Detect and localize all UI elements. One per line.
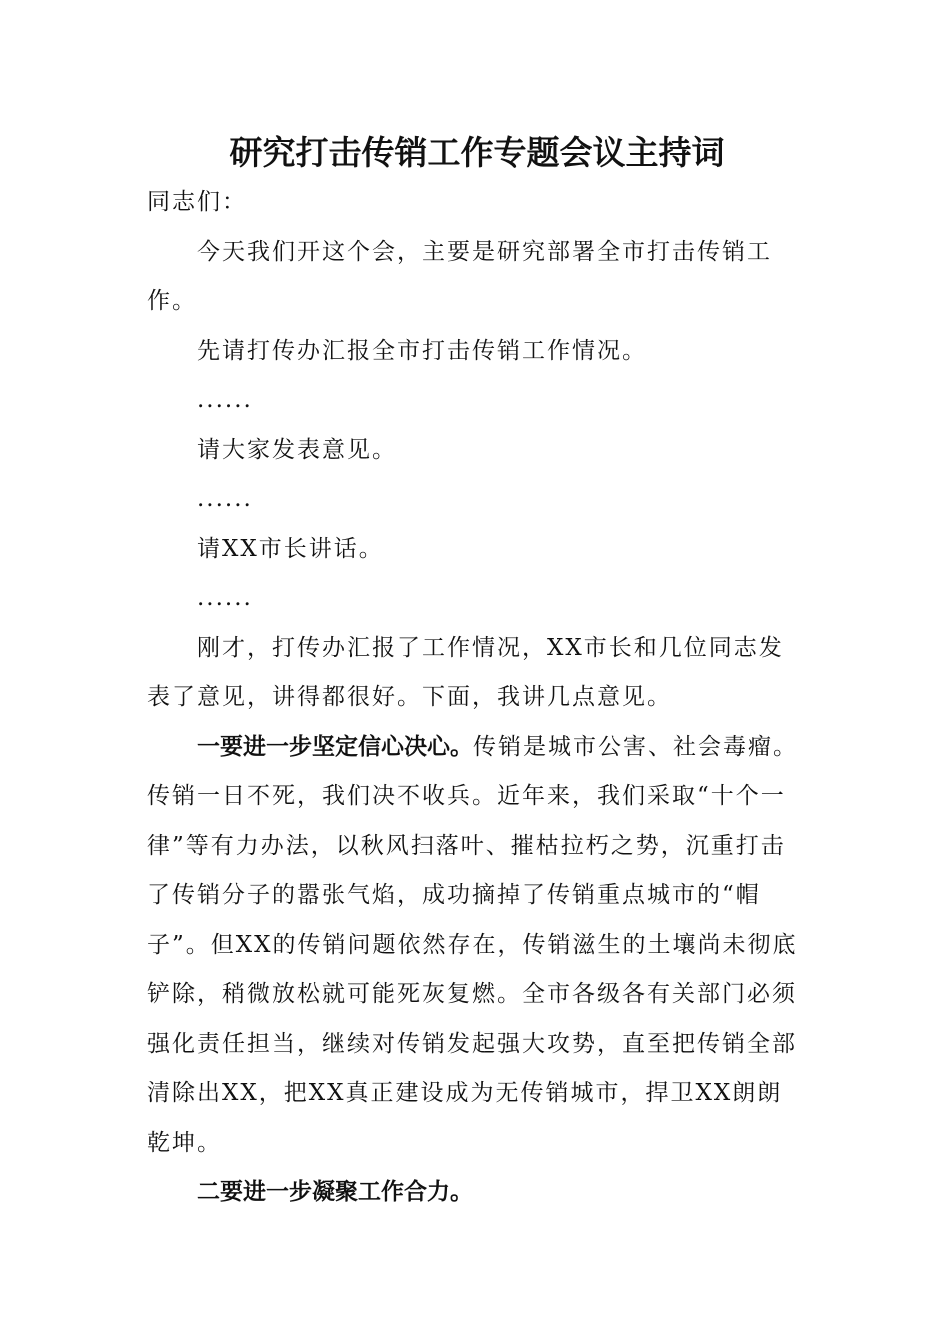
section-1-body: 传销是城市公害、社会毒瘤。传销一日不死，我们决不收兵。近年来，我们采取“十个一律”等有力办法，以秋风扫落叶、摧枯拉朽之势，沉重打击了传销分子的嚣张气焰，成功摘掉了传销重点城市的“帽子”。但XX的传销问题依然存在，传销滋生的土壤尚未彻底铲除，稍微放松就可能死灰复燃。全市各级各有关部门必须强化责任担当，继续对传销发起强大攻势，直至把传销全部清除出XX，把XX真正建设成为无传销城市，捍卫XX朗朗乾坤。: [147, 733, 798, 1156]
paragraph-summary: 刚才，打传办汇报了工作情况，XX市长和几位同志发表了意见，讲得都很好。下面，我讲几点意见。: [147, 634, 784, 710]
document-page: [147, 128, 807, 1218]
section-2-heading: 二要进一步凝聚工作合力。: [197, 1179, 473, 1205]
ellipsis-2: ......: [197, 486, 253, 512]
ellipsis-3: ......: [197, 585, 253, 611]
section-2: [147, 1168, 807, 1218]
section-1: [147, 723, 807, 1169]
paragraph-report-request: 先请打传办汇报全市打击传销工作情况。: [197, 337, 647, 364]
paragraph-opinions-request: 请大家发表意见。: [197, 436, 397, 463]
paragraph-opening: 今天我们开这个会，主要是研究部署全市打击传销工作。: [147, 238, 772, 314]
document-title: 研究打击传销工作专题会议主持词: [229, 133, 725, 172]
ellipsis-1: ......: [197, 387, 253, 413]
paragraph-mayor-speech: 请XX市长讲话。: [197, 535, 384, 562]
salutation: 同志们：: [147, 189, 247, 215]
section-1-heading: 一要进一步坚定信心决心。: [197, 733, 473, 760]
